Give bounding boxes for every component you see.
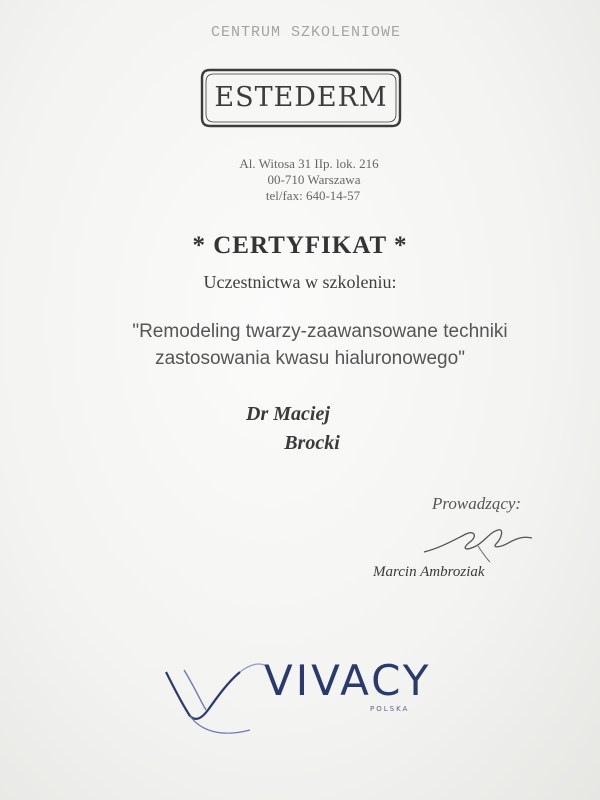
course-title-line1: "Remodeling twarzy-zaawansowane techniki — [132, 321, 508, 342]
recipient-name — [0, 400, 600, 458]
certificate-title: * CERTYFIKAT * — [192, 232, 408, 259]
recipient-name-line1: Dr Maciej — [246, 403, 330, 425]
esterderm-logo — [200, 68, 402, 128]
course-title — [0, 318, 600, 372]
course-title-line2: zastosowania kwasu hialuronowego" — [155, 348, 465, 369]
lecturer-label: Prowadzący: — [432, 494, 522, 513]
vivacy-wordmark: VIVACY — [264, 656, 432, 705]
recipient-name-line2: Brocki — [284, 432, 340, 454]
address-city: 00-710 Warszawa — [267, 172, 361, 187]
logo-text: ESTEDERM — [214, 82, 388, 113]
vivacy-subtext: POLSKA — [370, 705, 410, 713]
address-street: Al. Witosa 31 IIp. lok. 216 — [239, 156, 379, 171]
certificate-subtitle: Uczestnictwa w szkoleniu: — [203, 272, 397, 292]
address-phone: tel/fax: 640-14-57 — [265, 188, 361, 203]
vivacy-logo — [160, 652, 480, 752]
signature-icon — [420, 522, 540, 566]
address-block — [0, 156, 600, 204]
training-center-name: CENTRUM SZKOLENIOWE — [210, 24, 402, 41]
lecturer-name: Marcin Ambroziak — [373, 564, 485, 580]
